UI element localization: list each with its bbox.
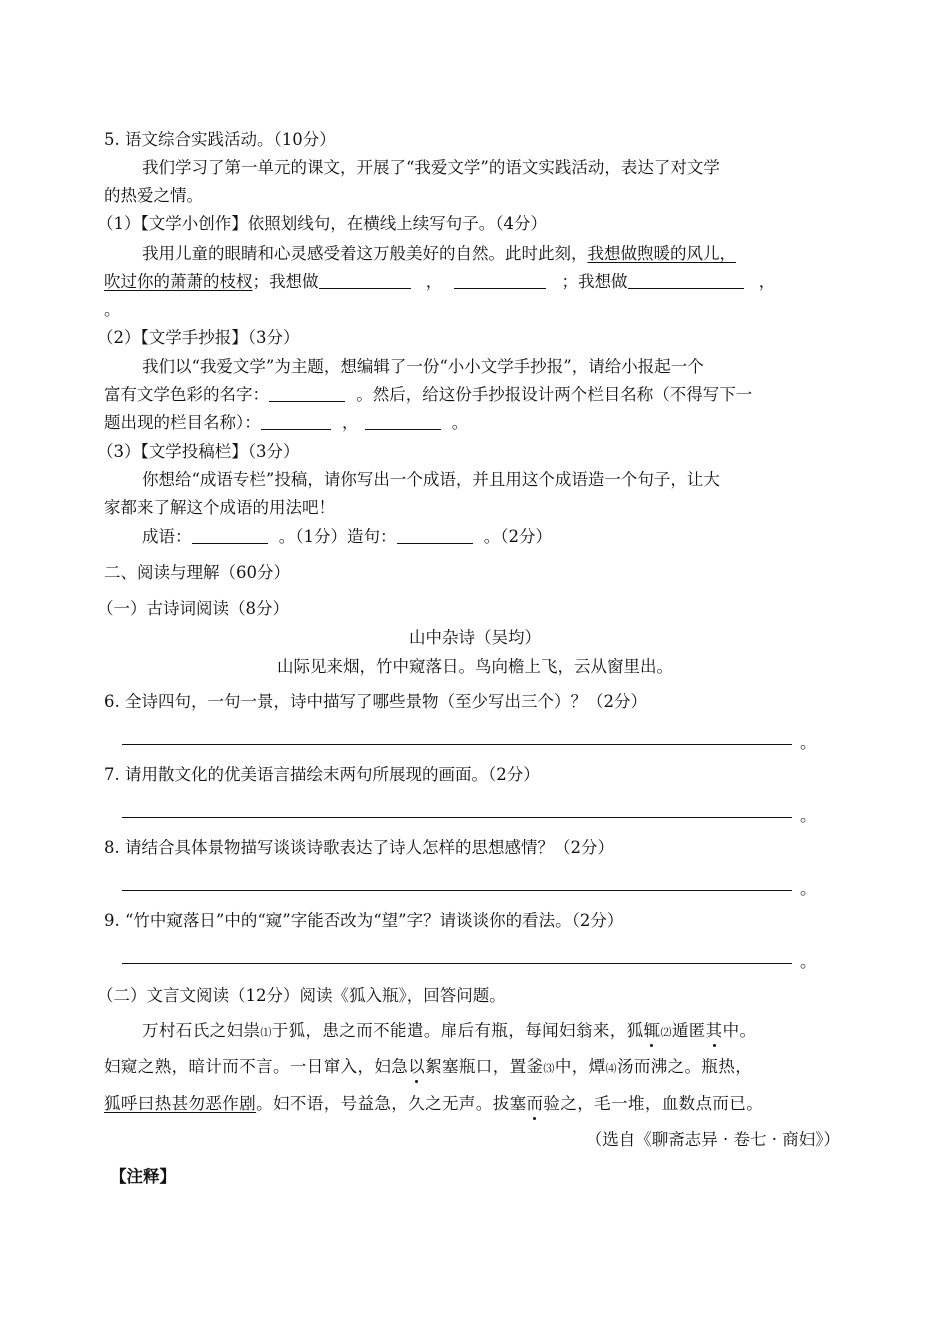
note-marker-2: ⑵ bbox=[660, 1026, 672, 1039]
q7-period: 。 bbox=[800, 806, 817, 825]
poem-title: 山中杂诗（吴均） bbox=[409, 628, 541, 647]
q5-part1-blank-3[interactable] bbox=[628, 272, 744, 289]
wenyan-text: 遁匿 bbox=[671, 1021, 706, 1040]
q5-part2-title: （2）【文学手抄报】（3分） bbox=[97, 328, 300, 347]
wenyan-dotted-char: 其 bbox=[705, 1021, 723, 1040]
section2-sub1: （一）古诗词阅读（8分） bbox=[97, 599, 289, 618]
q5-part1-comma-1: ， bbox=[425, 272, 443, 291]
q5-part2-blank-2[interactable] bbox=[261, 413, 331, 430]
q7-text: 7. 请用散文化的优美语言描绘末两句所展现的画面。（2分） bbox=[104, 765, 540, 784]
wenyan-line1 bbox=[142, 1020, 756, 1044]
section2-sub2: （二）文言文阅读（12分）阅读《狐入瓶》，回答问题。 bbox=[97, 986, 506, 1005]
q5-part1-blank-2[interactable] bbox=[454, 272, 546, 289]
q5-part3-line1: 你想给“成语专栏”投稿，请你写出一个成语，并且用这个成语造一个句子，让大 bbox=[142, 470, 720, 489]
q5-part3-text-b: 。（1分）造句： bbox=[278, 527, 397, 546]
q9-period: 。 bbox=[800, 952, 817, 971]
wenyan-text: 妇窥之熟，暗计而不言。一日窜入，妇急 bbox=[104, 1057, 409, 1076]
q5-title: 5. 语文综合实践活动。（10分） bbox=[104, 130, 336, 149]
q5-part3-title: （3）【文学投稿栏】（3分） bbox=[97, 442, 300, 461]
wenyan-text: 絮塞瓶口，置釜 bbox=[425, 1057, 544, 1076]
q5-intro-line2: 的热爱之情。 bbox=[104, 186, 203, 205]
q5-part1-text-d: ；我想做 bbox=[561, 272, 628, 291]
q7-answer-line[interactable] bbox=[122, 817, 792, 818]
note-marker-1: ⑴ bbox=[260, 1026, 272, 1039]
wenyan-line3 bbox=[104, 1093, 763, 1115]
wenyan-text: 。妇不语，号益急，久之无声。拔塞 bbox=[256, 1094, 527, 1113]
q5-part2-line1: 我们以“我爱文学”为主题，想编辑了一份“小小文学手抄报”，请给小报起一个 bbox=[142, 357, 704, 376]
q5-part2-period: 。 bbox=[451, 413, 469, 432]
q5-intro-line1: 我们学习了第一单元的课文，开展了“我爱文学”的语文实践活动，表达了对文学 bbox=[142, 158, 720, 177]
q8-period: 。 bbox=[800, 879, 817, 898]
q5-part1-line1 bbox=[142, 243, 736, 265]
wenyan-text: 中。 bbox=[722, 1021, 757, 1040]
wenyan-underlined: 狐呼曰热甚勿恶作剧 bbox=[104, 1094, 257, 1113]
q5-part2-line2 bbox=[104, 384, 752, 406]
q5-part1-line3: 。 bbox=[104, 300, 121, 319]
q5-part3-blank-1[interactable] bbox=[192, 527, 268, 544]
note-marker-3: ⑶ bbox=[543, 1062, 555, 1075]
q5-part3-line2: 家都来了解这个成语的用法吧！ bbox=[104, 498, 335, 517]
q5-part1-underlined-1: 我想做煦暖的风儿， bbox=[587, 244, 736, 263]
q5-part2-text-b: 。然后，给这份手抄报设计两个栏目名称（不得写下一 bbox=[356, 385, 753, 404]
wenyan-dotted-char: 而 bbox=[526, 1094, 544, 1113]
q5-part1-text-b: ；我想做 bbox=[252, 272, 319, 291]
q8-text: 8. 请结合具体景物描写谈谈诗歌表达了诗人怎样的思想感情？（2分） bbox=[104, 838, 614, 857]
wenyan-line2 bbox=[104, 1056, 752, 1080]
q5-part3-text-c: 。（2分） bbox=[483, 527, 552, 546]
wenyan-text: 万村石氏之妇祟 bbox=[142, 1021, 261, 1040]
q6-period: 。 bbox=[800, 733, 817, 752]
q5-part1-comma-2: ， bbox=[758, 272, 776, 291]
q5-part3-blank-2[interactable] bbox=[397, 527, 473, 544]
q8-answer-line[interactable] bbox=[122, 890, 792, 891]
q9-answer-line[interactable] bbox=[122, 963, 792, 964]
q5-part1-text: 我用儿童的眼睛和心灵感受着这万般美好的自然。此时此刻， bbox=[142, 244, 588, 263]
q5-part2-text-a: 富有文学色彩的名字： bbox=[104, 385, 269, 404]
q5-part3-text-a: 成语： bbox=[142, 527, 192, 546]
wenyan-dotted-char: 以 bbox=[408, 1057, 426, 1076]
q5-part2-blank-3[interactable] bbox=[365, 413, 441, 430]
q5-part2-line3 bbox=[104, 412, 468, 434]
wenyan-text: 验之，毛一堆，血数点而已。 bbox=[543, 1094, 764, 1113]
poem-body: 山际见来烟，竹中窥落日。鸟向檐上飞，云从窗里出。 bbox=[277, 657, 673, 676]
wenyan-source: （选自《聊斋志异 · 卷七 · 商妇》） bbox=[585, 1130, 840, 1149]
notes-heading: 【注释】 bbox=[110, 1167, 176, 1186]
q6-answer-line[interactable] bbox=[122, 744, 792, 745]
q6-text: 6. 全诗四句，一句一景，诗中描写了哪些景物（至少写出三个）？（2分） bbox=[104, 692, 647, 711]
q5-part1-blank-1[interactable] bbox=[319, 272, 411, 289]
wenyan-text: 于狐，患之而不能遣。扉后有瓶，每闻妇翁来，狐 bbox=[271, 1021, 644, 1040]
q9-text: 9. “竹中窥落日”中的“窥”字能否改为“望”字？请谈谈你的看法。（2分） bbox=[104, 911, 624, 930]
q5-part2-text-c: 题出现的栏目名称）： bbox=[104, 413, 261, 432]
wenyan-text: 中，燂 bbox=[554, 1057, 606, 1076]
section2-title: 二、阅读与理解（60分） bbox=[104, 563, 290, 582]
q5-part1-underlined-2: 吹过你的萧萧的枝杈 bbox=[104, 272, 253, 291]
q5-part1-line2 bbox=[104, 271, 775, 293]
q5-part3-line3 bbox=[142, 526, 552, 548]
q5-part2-blank-1[interactable] bbox=[269, 385, 345, 402]
q5-part1-title: （1）【文学小创作】依照划线句，在横线上续写句子。（4分） bbox=[97, 214, 547, 233]
wenyan-dotted-char: 辄 bbox=[643, 1021, 661, 1040]
note-marker-4: ⑷ bbox=[605, 1062, 617, 1075]
wenyan-text: 汤而沸之。瓶热， bbox=[616, 1057, 753, 1076]
q5-part2-comma: ， bbox=[342, 413, 359, 432]
